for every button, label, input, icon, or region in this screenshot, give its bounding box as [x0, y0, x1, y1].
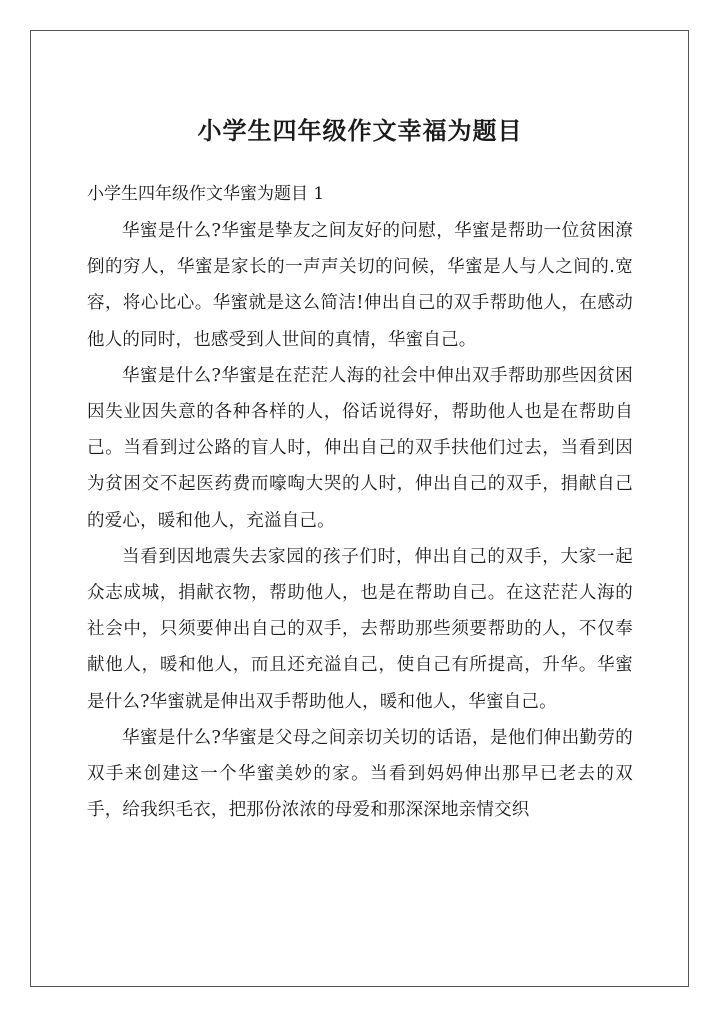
paragraph-2: 华蜜是什么?华蜜是在茫茫人海的社会中伸出双手帮助那些因贫困因失业因失意的各种各样的人，俗话说得好，帮助他人也是在帮助自己。当看到过公路的盲人时，伸出自己的双手扶他们过去，当看到因为贫困交不起医药费而嚎啕大哭的人时，伸出自己的双手，捐献自己的爱心，暖和他人，充溢自己。	[87, 365, 633, 531]
paragraph-4: 华蜜是什么?华蜜是父母之间亲切关切的话语，是他们伸出勤劳的双手来创建这一个华蜜美妙的家。当看到妈妈伸出那早已老去的双手，给我织毛衣，把那份浓浓的母爱和那深深地亲情交织	[87, 727, 633, 821]
paragraph-1: 华蜜是什么?华蜜是挚友之间友好的问慰，华蜜是帮助一位贫困潦倒的穷人，华蜜是家长的一声声关切的问候，华蜜是人与人之间的.宽容，将心比心。华蜜就是这么简洁!伸出自己的双手帮助他人，在感动他人的同时，也感受到人世间的真情，华蜜自己。	[87, 221, 633, 350]
essay-body	[87, 213, 633, 828]
document-title: 小学生四年级作文幸福为题目	[197, 116, 523, 145]
essay-heading: 小学生四年级作文华蜜为题目 1	[87, 184, 325, 204]
paragraph-3: 当看到因地震失去家园的孩子们时，伸出自己的双手，大家一起众志成城，捐献衣物，帮助他人，也是在帮助自己。在这茫茫人海的社会中，只须要伸出自己的双手，去帮助那些须要帮助的人，不仅奉献他人，暖和他人，而且还充溢自己，使自己有所提高，升华。华蜜是什么?华蜜就是伸出双手帮助他人，暖和他人，华蜜自己。	[87, 546, 633, 712]
